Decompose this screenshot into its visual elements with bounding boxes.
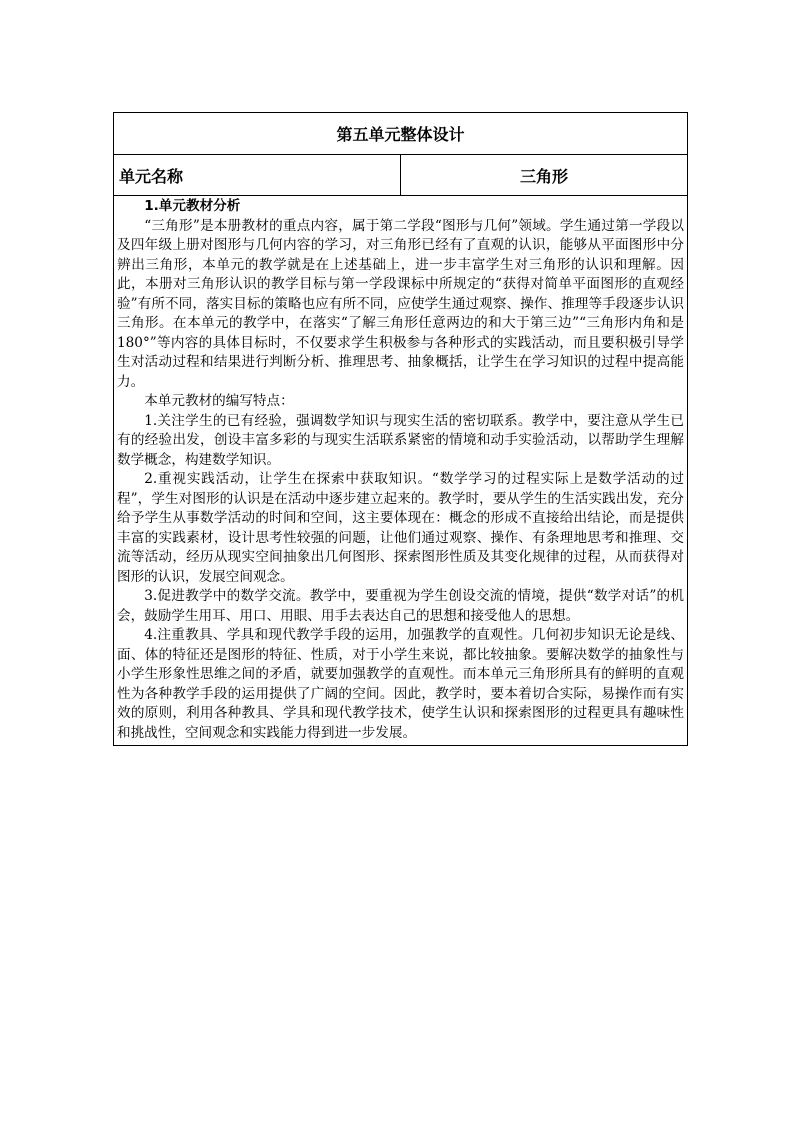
paragraph-feature-3: 3.促进教学中的数学交流。教学中，要重视为学生创设交流的情境，提供“数学对话”的机会，鼓励学生用耳、用口、用眼、用手去表达自己的思想和接受他人的思想。 bbox=[117, 588, 684, 624]
unit-design-table bbox=[113, 112, 688, 746]
paragraph-feature-4: 4.注重教具、学具和现代教学手段的运用，加强教学的直观性。几何初步知识无论是线、面、体的特征还是图形的特征、性质，对于小学生来说，都比较抽象。要解决数学的抽象性与小学生形象性思维之间的矛盾，就要加强教学的直观性。而本单元三角形所具有的鲜明的直观性为各种教学手段的运用提供了广阔的空间。因此，教学时，要本着切合实际，易操作而有实效的原则，利用各种教具、学具和现代教学技术，使学生认识和探索图形的过程更具有趣味性和挑战性，空间观念和实践能力得到进一步发展。 bbox=[117, 627, 684, 741]
unit-name-label: 单元名称 bbox=[114, 155, 401, 196]
content-row bbox=[114, 196, 688, 746]
unit-name-row bbox=[114, 155, 688, 196]
paragraph-features-heading: 本单元教材的编写特点： bbox=[144, 393, 294, 409]
title-row bbox=[114, 113, 688, 155]
unit-name-value: 三角形 bbox=[401, 155, 688, 196]
section-heading: 1.单元教材分析 bbox=[144, 198, 241, 214]
paragraph-intro: “三角形”是本册教材的重点内容，属于第二学段“图形与几何”领域。学生通过第一学段以及四年级上册对图形与几何内容的学习，对三角形已经有了直观的认识，能够从平面图形中分辨出三角形，本单元的教学就是在上述基础上，进一步丰富学生对三角形的认识和理解。因此，本册对三角形认识的教学目标与第一学段课标中所规定的“获得对简单平面图形的直观经验”有所不同，落实目标的策略也应有所不同，应使学生通过观察、操作、推理等手段逐步认识三角形。在本单元的教学中，在落实“了解三角形任意两边的和大于第三边”“三角形内角和是180°”等内容的具体目标时，不仅要求学生积极参与各种形式的实践活动，而且要积极引导学生对活动过程和结果进行判断分析、推理思考、抽象概括，让学生在学习知识的过程中提高能力。 bbox=[117, 217, 684, 390]
content-cell bbox=[114, 196, 688, 746]
document-title: 第五单元整体设计 bbox=[114, 113, 688, 155]
paragraph-feature-1: 1.关注学生的已有经验，强调数学知识与现实生活的密切联系。教学中，要注意从学生已有的经验出发，创设丰富多彩的与现实生活联系紧密的情境和动手实验活动，以帮助学生理解数学概念，构建数学知识。 bbox=[117, 412, 684, 468]
paragraph-feature-2: 2.重视实践活动，让学生在探索中获取知识。“数学学习的过程实际上是数学活动的过程”，学生对图形的认识是在活动中逐步建立起来的。教学时，要从学生的生活实践出发，充分给予学生从事数学活动的时间和空间，这主要体现在：概念的形成不直接给出结论，而是提供丰富的实践素材，设计思考性较强的问题，让他们通过观察、操作、有条理地思考和推理、交流等活动，经历从现实空间抽象出几何图形、探索图形性质及其变化规律的过程，从而获得对图形的认识，发展空间观念。 bbox=[117, 471, 684, 585]
